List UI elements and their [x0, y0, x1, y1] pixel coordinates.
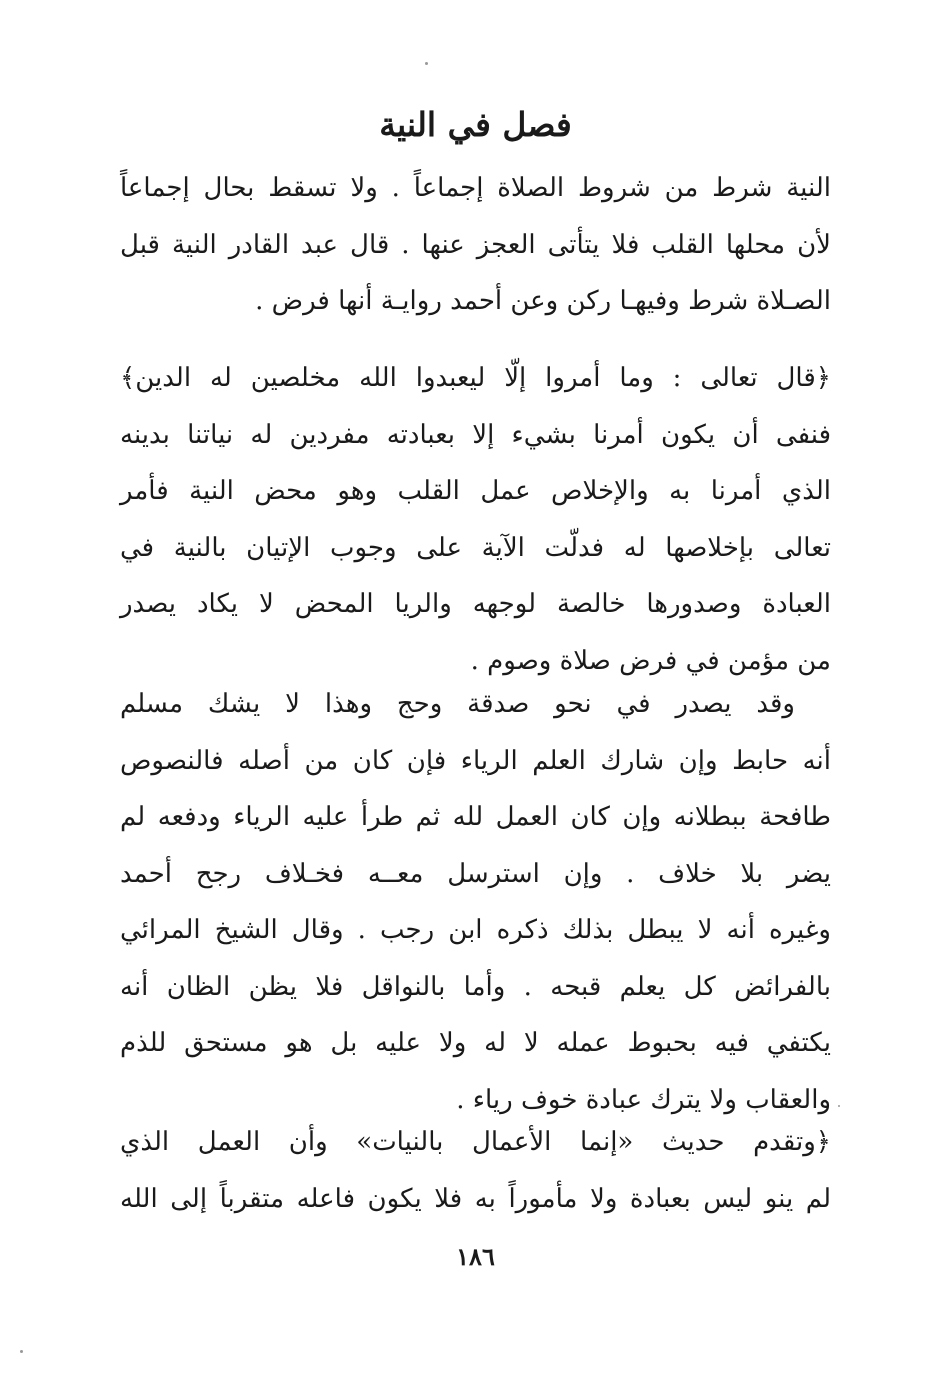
scan-speck — [425, 62, 428, 65]
scan-speck — [838, 1105, 840, 1107]
text-line: بالفرائض كل يعلم قبحه . وأما بالنواقل فلا يظن الظان أنه — [120, 971, 831, 1002]
text-line: من مؤمن في فرض صلاة وصوم . — [470, 645, 831, 676]
text-line: فنفى أن يكون أمرنا بشيء إلا بعبادته مفردين له نياتنا بدينه — [120, 419, 831, 450]
text-line: وقد يصدر في نحو صدقة وحج وهذا لا يشك مسلم — [120, 689, 795, 719]
text-line: العبادة وصدورها خالصة لوجهه والريا المحض لا يكاد يصدر — [120, 589, 831, 619]
text-line: النية شرط من شروط الصلاة إجماعاً . ولا تسقط بحال إجماعاً — [120, 173, 831, 203]
text-line: والعقاب ولا يترك عبادة خوف رياء . — [456, 1084, 831, 1115]
paragraph-1 — [120, 160, 831, 330]
paragraph-2 — [120, 350, 831, 689]
paragraph-4 — [120, 1114, 831, 1227]
text-line: تعالى بإخلاصها له فدلّت الآية على وجوب الإتيان بالنية في — [120, 532, 831, 563]
paragraph-3 — [120, 676, 831, 1128]
text-line: يكتفي فيه بحبوط عمله لا له ولا عليه بل هو مستحق للذم — [120, 1028, 831, 1058]
text-line: يضر بلا خلاف . وإن استرسل معــه فخـلاف رجح أحمد — [120, 858, 831, 889]
text-line: الذي أمرنا به والإخلاص عمل القلب وهو محض النية فأمر — [120, 476, 831, 506]
text-line: أنه حابط وإن شارك العلم الرياء فإن كان من أصله فالنصوص — [120, 745, 831, 776]
text-line: لم ينو ليس بعبادة ولا مأموراً به فلا يكون فاعله متقرباً إلى الله — [120, 1183, 831, 1214]
section-title: فصل في النية — [379, 105, 572, 144]
scan-speck — [20, 1350, 23, 1353]
text-line: ﴿وتقدم حديث «إنما الأعمال بالنيات» وأن العمل الذي — [120, 1127, 831, 1157]
text-line: وغيره أنه لا يبطل بذلك ذكره ابن رجب . وقال الشيخ المرائي — [120, 915, 831, 945]
page-number: ١٨٦ — [456, 1242, 495, 1271]
text-line: لأن محلها القلب فلا يتأتى العجز عنها . قال عبد القادر النية قبل — [120, 229, 831, 260]
text-line: طافحة ببطلانه وإن كان العمل لله ثم طرأ عليه الرياء ودفعه لم — [120, 802, 831, 832]
text-line: الصـلاة شرط وفيهـا ركن وعن أحمد روايـة أنها فرض . — [255, 286, 831, 316]
text-line: ﴿قال تعالى : وما أمروا إلّا ليعبدوا الله مخلصين له الدين﴾ — [120, 363, 831, 393]
